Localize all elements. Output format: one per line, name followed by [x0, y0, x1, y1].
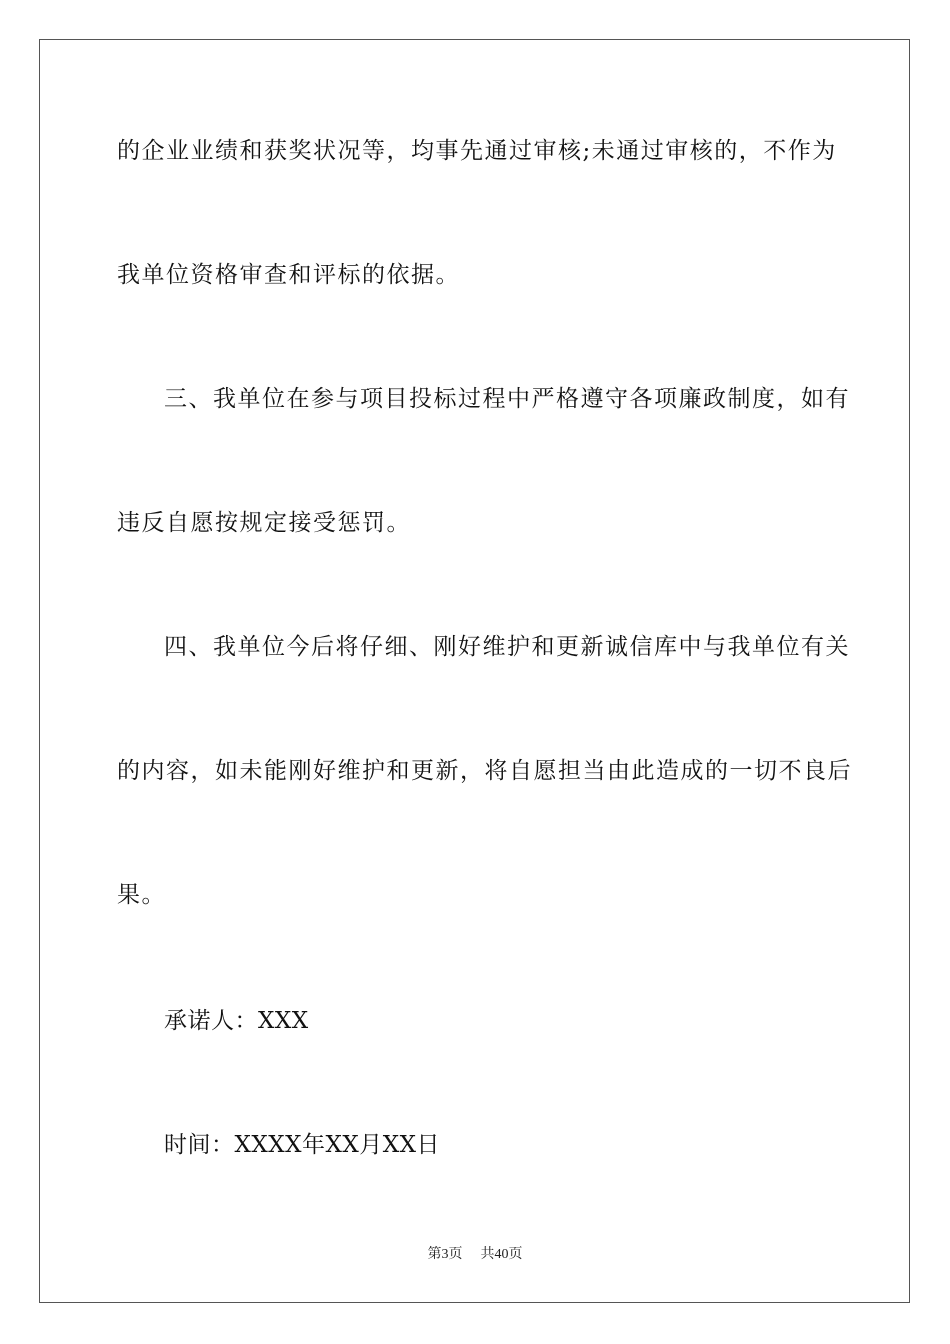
date-line: 时间：XXXX年XX月XX日 — [164, 1132, 440, 1158]
body-line-1: 的企业业绩和获奖状况等，均事先通过审核;未通过审核的，不作为 — [117, 138, 837, 164]
body-line-4: 违反自愿按规定接受惩罚。 — [117, 510, 411, 536]
body-line-5: 四、我单位今后将仔细、刚好维护和更新诚信库中与我单位有关 — [164, 634, 850, 660]
total-pages: 共40页 — [480, 1247, 523, 1262]
page-border — [39, 39, 910, 1303]
body-line-2: 我单位资格审查和评标的依据。 — [117, 262, 460, 288]
page-number: 第3页 — [427, 1247, 463, 1262]
body-line-3: 三、我单位在参与项目投标过程中严格遵守各项廉政制度，如有 — [164, 386, 850, 412]
signatory-line: 承诺人：XXX — [164, 1008, 309, 1034]
body-line-6: 的内容，如未能刚好维护和更新，将自愿担当由此造成的一切不良后 — [117, 758, 852, 784]
page-footer — [0, 1245, 950, 1265]
body-line-7: 果。 — [117, 882, 166, 908]
